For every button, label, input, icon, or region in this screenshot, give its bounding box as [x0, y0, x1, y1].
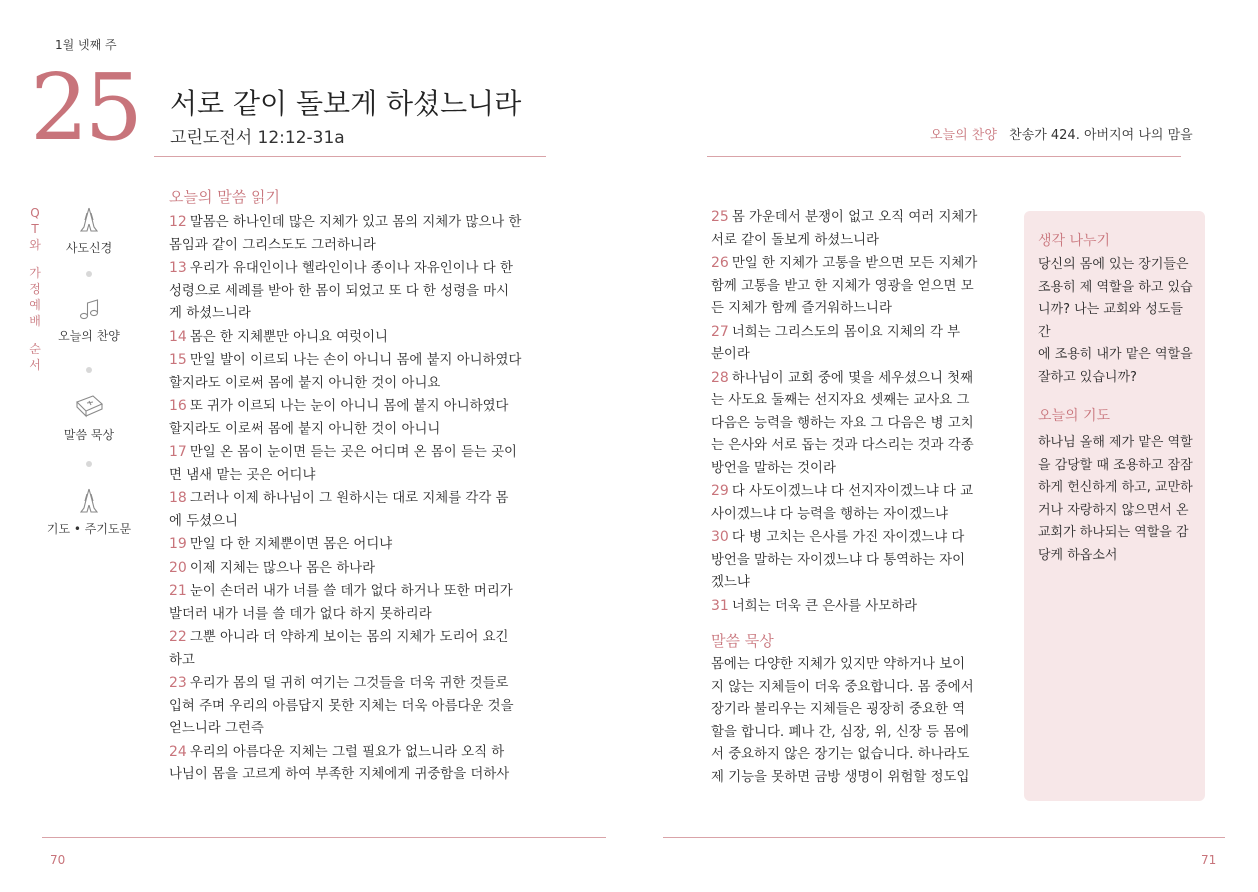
side-item-today-hymn: [44, 297, 134, 344]
footer-divider-right: [663, 837, 1225, 838]
verse-text: 또 귀가 이르되 나는 눈이 아니니 몸에 붙지 아니하였다: [189, 399, 509, 414]
verse-text: 우리의 아름다운 지체는 그럴 필요가 없느니라 오직 하: [189, 744, 505, 760]
verse-line: [169, 465, 549, 488]
page-title: 서로 같이 돌보게 하셨느니라: [170, 87, 522, 120]
music-note-icon: [76, 297, 102, 323]
verse-text: 이제 지체는 많으나 몸은 하나라: [189, 560, 376, 576]
verse-text: 얻느니라 그런즉: [169, 721, 264, 736]
share-line: 에 조용히 내가 맡은 역할을: [1038, 347, 1193, 362]
verse-number: 20: [169, 559, 187, 576]
scripture-right-column: [711, 206, 1001, 618]
share-line: 당신의 몸에 있는 장기들은: [1038, 257, 1189, 272]
meditation-heading: 말씀 묵상: [711, 632, 774, 650]
verse-line: [169, 373, 549, 396]
verse-number: 14: [169, 328, 187, 345]
bible-icon: [73, 392, 105, 422]
side-item-apostles-creed: [44, 205, 134, 256]
side-item-label: 오늘의 찬양: [58, 329, 120, 343]
verse-text: 나님이 몸을 고르게 하여 부족한 지체에게 귀중함을 더하사: [169, 767, 510, 782]
verse-text: 게 하셨느니라: [169, 306, 251, 321]
verse-line: [711, 298, 1001, 321]
verse-line: [169, 395, 549, 419]
verse-text: 눈이 손더러 내가 너를 쓸 데가 없다 하거나 또한 머리가: [189, 584, 513, 599]
footer-divider-left: [42, 837, 606, 838]
verse-line: [169, 604, 549, 627]
verse-text: 사이겠느냐 다 능력을 행하는 자이겠느냐: [711, 506, 948, 522]
verse-text: 만일 온 몸이 눈이면 듣는 곳은 어디며 온 몸이 듣는 곳이: [189, 445, 517, 460]
verse-text: 다 사도이겠느냐 다 선지자이겠느냐 다 교: [731, 484, 974, 499]
verse-line: [711, 504, 1001, 527]
verse-text: 만일 발이 이르되 나는 손이 아니니 몸에 붙지 아니하였다: [189, 353, 522, 368]
praying-hands-icon: [74, 205, 104, 235]
verse-line: [169, 741, 549, 765]
verse-line: [711, 458, 1001, 481]
reflection-box: [1024, 211, 1205, 801]
verse-text: 우리가 몸의 덜 귀히 여기는 그것들을 더욱 귀한 것들로: [189, 676, 509, 691]
verse-line: [711, 572, 1001, 595]
verse-text: 면 냄새 맡는 곳은 어디냐: [169, 467, 316, 483]
verse-line: [711, 276, 1001, 299]
qt-family-worship-label: Q T 와 가 정 예 배 순 서: [29, 206, 41, 372]
share-line: 조용히 제 역할을 하고 있습: [1038, 279, 1193, 295]
verse-line: [711, 321, 1001, 345]
verse-line: [169, 326, 549, 350]
meditation-line: 서 중요하지 않은 장기는 없습니다. 하나라도: [711, 747, 970, 762]
verse-line: [169, 419, 549, 442]
verse-number: 18: [169, 490, 187, 506]
page-number-left: 70: [50, 853, 66, 867]
side-item-label: 사도신경: [65, 241, 113, 255]
day-number: 25: [30, 54, 140, 161]
verse-number: 16: [169, 398, 187, 414]
verse-line: [711, 367, 1001, 391]
verse-text: 몸은 한 지체뿐만 아니요 여럿이니: [189, 329, 388, 345]
verse-text: 다음은 능력을 행하는 자요 그 다음은 병 고치: [711, 415, 974, 431]
verse-text: 할지라도 이로써 몸에 붙지 아니한 것이 아니요: [169, 375, 441, 391]
verse-text: 겠느냐: [711, 575, 750, 590]
prayer-heading: 오늘의 기도: [1038, 408, 1111, 424]
meditation-text: [711, 654, 1001, 789]
verse-line: [711, 480, 1001, 504]
verse-text: 방언을 말하는 것이라: [711, 460, 836, 476]
prayer-line: 교회가 하나되는 역할을 감: [1038, 525, 1189, 540]
prayer-line: 하나님 올해 제가 맡은 역할: [1038, 435, 1193, 450]
header-divider-right: [707, 156, 1181, 157]
verse-text: 입혀 주며 우리의 아름답지 못한 지체는 더욱 아름다운 것을: [169, 698, 514, 714]
verse-number: 21: [169, 583, 187, 599]
verse-line: [711, 230, 1001, 253]
verse-text: 하나님이 교회 중에 몇을 세우셨으니 첫째: [731, 370, 974, 386]
share-line: 니까? 나는 교회와 성도들 간: [1038, 302, 1183, 340]
verse-number: 22: [169, 629, 187, 645]
verse-line: [169, 626, 549, 650]
verse-text: 할지라도 이로써 몸에 붙지 아니한 것이 아니니: [169, 421, 441, 437]
verse-text: 만일 다 한 지체뿐이면 몸은 어디냐: [189, 537, 393, 552]
verse-line: [169, 257, 549, 281]
verse-line: [711, 435, 1001, 458]
verse-line: [169, 487, 549, 511]
verse-text: 발더러 내가 너를 쓸 데가 없다 하지 못하리라: [169, 606, 432, 622]
side-divider-dot: [86, 461, 92, 467]
verse-number: 29: [711, 483, 729, 499]
meditation-line: 지 않는 지체들이 더욱 중요합니다. 몸 중에서: [711, 679, 974, 695]
verse-number: 23: [169, 675, 187, 691]
share-heading: 생각 나누기: [1038, 233, 1111, 249]
verse-text: 는 은사와 서로 돕는 것과 다스리는 것과 각종: [711, 438, 974, 453]
prayer-line: 당케 하옵소서: [1038, 547, 1118, 563]
verse-line: [711, 526, 1001, 550]
prayer-text: [1038, 432, 1198, 567]
hymn-label: 오늘의 찬양: [930, 128, 997, 143]
meditation-line: 장기라 불리우는 지체들은 굉장히 중요한 역: [711, 702, 966, 717]
verse-line: [711, 595, 1001, 619]
verse-line: [169, 235, 549, 258]
verse-line: [711, 550, 1001, 573]
verse-text: 그러나 이제 하나님이 그 원하시는 대로 지체를 각각 몸: [189, 491, 509, 506]
side-item-label: 말씀 묵상: [63, 428, 115, 442]
side-item-label: 기도 • 주기도문: [46, 522, 132, 536]
verse-number: 27: [711, 323, 729, 340]
verse-number: 30: [711, 529, 729, 545]
side-item-word-meditation: [44, 392, 134, 443]
side-divider-dot: [86, 367, 92, 373]
header-divider-left: [154, 156, 546, 157]
verse-line: [169, 650, 549, 673]
verse-line: [711, 413, 1001, 436]
verse-number: 26: [711, 255, 729, 271]
verse-number: 15: [169, 352, 187, 368]
verse-text: 함께 고통을 받고 한 지체가 영광을 얻으면 모: [711, 278, 974, 294]
hymn-title: 찬송가 424. 아버지여 나의 맘을: [1009, 128, 1193, 143]
verse-line: [169, 718, 549, 741]
verse-text: 몸임과 같이 그리스도도 그러하니라: [169, 237, 376, 253]
verse-number: 12: [169, 214, 187, 230]
prayer-line: 을 감당할 때 조용하고 잠잠: [1038, 457, 1193, 473]
verse-line: [711, 206, 1001, 230]
verse-text: 그뿐 아니라 더 약하게 보이는 몸의 지체가 도리어 요긴: [189, 630, 509, 645]
verse-text: 는 사도요 둘째는 선지자요 셋째는 교사요 그: [711, 393, 970, 408]
meditation-line: 할을 합니다. 폐나 간, 심장, 위, 신장 등 몸에: [711, 724, 970, 740]
verse-line: [169, 557, 549, 581]
scripture-reference: 고린도전서 12:12-31a: [170, 128, 345, 148]
verse-line: [169, 303, 549, 326]
verse-text: 성령으로 세례를 받아 한 몸이 되었고 또 다 한 성령을 마시: [169, 283, 510, 299]
verse-line: [169, 533, 549, 557]
prayer-line: 거나 자랑하지 않으면서 온: [1038, 502, 1189, 518]
verse-line: [169, 211, 549, 235]
verse-line: [711, 344, 1001, 367]
verse-text: 말몸은 하나인데 많은 지체가 있고 몸의 지체가 많으나 한: [189, 215, 522, 230]
week-label: 1월 넷째 주: [55, 38, 117, 52]
verse-line: [169, 672, 549, 696]
verse-number: 25: [711, 209, 729, 225]
verse-text: 에 두셨으니: [169, 513, 238, 529]
verse-text: 다 병 고치는 은사를 가진 자이겠느냐 다: [731, 530, 965, 545]
meditation-line: 몸에는 다양한 지체가 있지만 약하거나 보이: [711, 657, 966, 672]
verse-line: [169, 580, 549, 604]
verse-number: 13: [169, 260, 187, 276]
scripture-left-column: [169, 211, 549, 787]
verse-line: [169, 281, 549, 304]
share-line: 잘하고 있습니까?: [1038, 369, 1137, 385]
verse-number: 31: [711, 597, 729, 614]
verse-text: 서로 같이 돌보게 하셨느니라: [711, 232, 879, 248]
side-divider-dot: [86, 271, 92, 277]
verse-line: [169, 349, 549, 373]
verse-line: [711, 390, 1001, 413]
verse-number: 28: [711, 369, 729, 386]
verse-number: 19: [169, 536, 187, 552]
share-text: [1038, 254, 1198, 389]
verse-text: 만일 한 지체가 고통을 받으면 모든 지체가: [731, 256, 978, 271]
meditation-line: 제 기능을 못하면 금방 생명이 위험할 정도입: [711, 769, 970, 785]
praying-hands-icon: [74, 486, 104, 516]
reading-heading: 오늘의 말씀 읽기: [169, 188, 280, 206]
verse-text: 몸 가운데서 분쟁이 없고 오직 여러 지체가: [731, 210, 978, 225]
prayer-line: 하게 헌신하게 하고, 교만하: [1038, 480, 1193, 495]
verse-text: 하고: [169, 652, 195, 668]
verse-number: 24: [169, 743, 187, 760]
page-number-right: 71: [1201, 853, 1217, 867]
verse-text: 방언을 말하는 자이겠느냐 다 통역하는 자이: [711, 552, 966, 568]
verse-line: [711, 252, 1001, 276]
verse-number: 17: [169, 444, 187, 460]
verse-line: [169, 441, 549, 465]
verse-text: 든 지체가 함께 즐거워하느니라: [711, 301, 892, 316]
verse-text: 분이라: [711, 347, 750, 362]
verse-line: [169, 696, 549, 719]
verse-line: [169, 511, 549, 534]
side-item-prayer: [44, 486, 134, 537]
verse-text: 너희는 그리스도의 몸이요 지체의 각 부: [731, 324, 961, 340]
verse-text: 우리가 유대인이나 헬라인이나 종이나 자유인이나 다 한: [189, 261, 513, 276]
today-hymn: [930, 124, 1193, 143]
verse-text: 너희는 더욱 큰 은사를 사모하라: [731, 598, 918, 614]
verse-line: [169, 764, 549, 787]
